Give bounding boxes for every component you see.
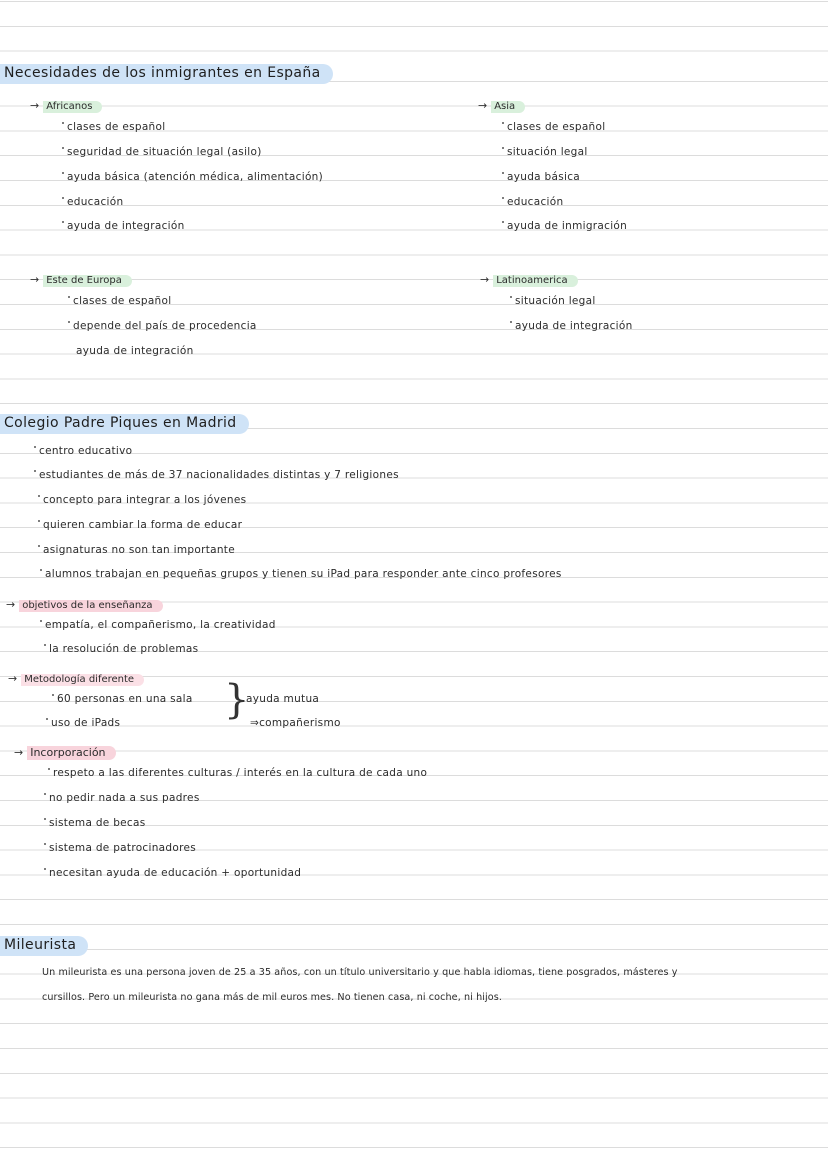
list-item: quieren cambiar la forma de educar bbox=[38, 519, 242, 531]
list-item: educación bbox=[62, 196, 123, 208]
list-item: ayuda de integración bbox=[510, 320, 633, 332]
group-label: Metodología diferente bbox=[21, 674, 144, 686]
group-latinoamerica bbox=[480, 268, 578, 287]
list-item: 60 personas en una sala bbox=[52, 693, 193, 705]
list-item: uso de iPads bbox=[46, 717, 120, 729]
section-title-inmigrantes: Necesidades de los inmigrantes en España bbox=[0, 64, 333, 84]
list-item: alumnos trabajan en pequeñas grupos y tienen su iPad para responder ante cinco profesores bbox=[40, 568, 562, 580]
list-item: respeto a las diferentes culturas / interés en la cultura de cada uno bbox=[48, 767, 427, 779]
list-item: ayuda de inmigración bbox=[502, 220, 627, 232]
list-item: clases de español bbox=[62, 121, 165, 133]
curly-brace-icon: } bbox=[224, 677, 250, 723]
paragraph-line: Un mileurista es una persona joven de 25 a 35 años, con un título universitario y que habla idiomas, tiene posgrados, másteres y bbox=[42, 967, 678, 978]
list-item: sistema de patrocinadores bbox=[44, 842, 196, 854]
arrow-icon: → bbox=[14, 746, 24, 759]
list-item: clases de español bbox=[68, 295, 171, 307]
arrow-icon: → bbox=[30, 273, 40, 286]
arrow-icon: → bbox=[30, 99, 40, 112]
list-item: centro educativo bbox=[34, 445, 132, 457]
list-item: sistema de becas bbox=[44, 817, 146, 829]
section-title-mileurista: Mileurista bbox=[0, 936, 88, 956]
group-asia bbox=[478, 94, 525, 113]
list-item: situación legal bbox=[510, 295, 596, 307]
group-label: objetivos de la enseñanza bbox=[19, 600, 162, 612]
group-label: Latinoamerica bbox=[493, 275, 577, 287]
list-item: seguridad de situación legal (asilo) bbox=[62, 146, 262, 158]
result-item: ayuda mutua bbox=[246, 693, 320, 705]
group-objetivos bbox=[6, 593, 163, 612]
list-item: ayuda básica (atención médica, alimentación) bbox=[62, 171, 323, 183]
group-incorporacion bbox=[14, 741, 116, 760]
list-item: educación bbox=[502, 196, 563, 208]
arrow-icon: → bbox=[6, 598, 16, 611]
list-item: depende del país de procedencia bbox=[68, 320, 257, 332]
group-label: Asia bbox=[491, 101, 525, 113]
list-item: estudiantes de más de 37 nacionalidades distintas y 7 religiones bbox=[34, 469, 399, 481]
list-item: asignaturas no son tan importante bbox=[38, 544, 235, 556]
group-label: Este de Europa bbox=[43, 275, 132, 287]
group-este-europa bbox=[30, 268, 132, 287]
list-item: situación legal bbox=[502, 146, 588, 158]
section-title-colegio: Colegio Padre Piques en Madrid bbox=[0, 414, 249, 434]
group-label: Incorporación bbox=[27, 746, 115, 760]
list-item: no pedir nada a sus padres bbox=[44, 792, 200, 804]
group-africanos bbox=[30, 94, 102, 113]
arrow-icon: → bbox=[478, 99, 488, 112]
list-item: ayuda de integración bbox=[62, 220, 185, 232]
result-item: ⇒compañerismo bbox=[250, 717, 341, 729]
list-item: clases de español bbox=[502, 121, 605, 133]
arrow-icon: → bbox=[8, 672, 18, 685]
paragraph-line: cursillos. Pero un mileurista no gana más de mil euros mes. No tienen casa, ni coche, ni hijos. bbox=[42, 992, 503, 1003]
group-metodologia bbox=[8, 667, 144, 686]
list-item: ayuda básica bbox=[502, 171, 580, 183]
list-item: necesitan ayuda de educación + oportunidad bbox=[44, 867, 301, 879]
group-label: Africanos bbox=[43, 101, 102, 113]
list-item: empatía, el compañerismo, la creatividad bbox=[40, 619, 276, 631]
arrow-icon: → bbox=[480, 273, 490, 286]
list-item: concepto para integrar a los jóvenes bbox=[38, 494, 246, 506]
list-item: ayuda de integración bbox=[76, 345, 194, 357]
list-item: la resolución de problemas bbox=[44, 643, 198, 655]
